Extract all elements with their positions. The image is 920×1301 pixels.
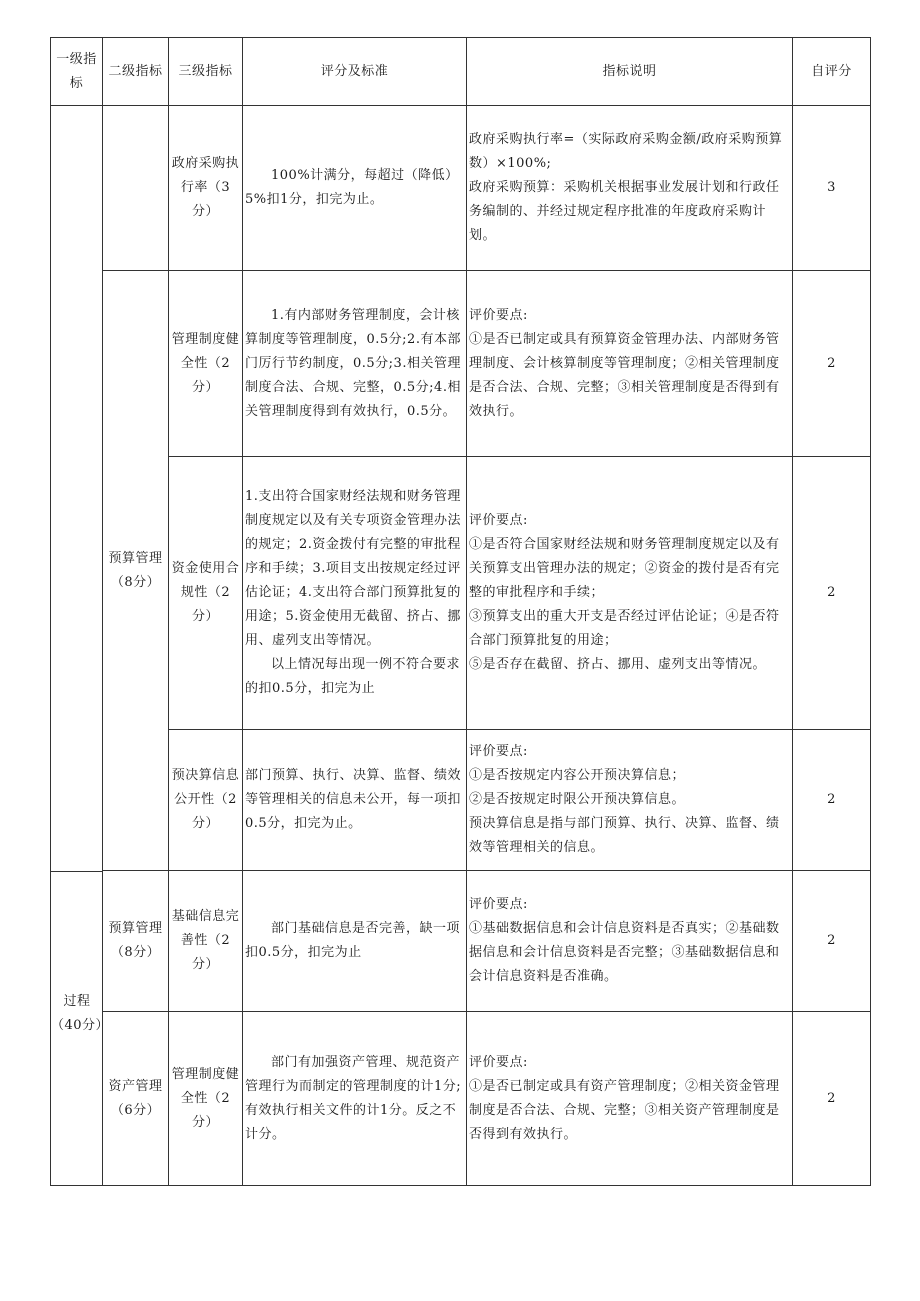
table-row (51, 457, 871, 730)
header-standard: 评分及标准 (243, 38, 467, 106)
standard-cell (243, 106, 467, 271)
score-cell: 2 (793, 1012, 871, 1186)
explanation-line: ①是否已制定或具有预算资金管理办法、内部财务管理制度、会计核算制度等管理制度；②相关管理制度是否合法、合规、完整；③相关管理制度是否得到有效执行。 (469, 331, 780, 419)
standard-text: 1.有内部财务管理制度，会计核算制度等管理制度，0.5分;2.有本部门厉行节约制度，0.5分;3.相关管理制度合法、合规、完整，0.5分;4.相关管理制度得到有效执行，0.5分。 (245, 307, 461, 419)
table-row (51, 106, 871, 271)
explanation-line: ⑤是否存在截留、挤占、挪用、虚列支出等情况。 (469, 657, 767, 672)
explanation-line: 评价要点: (469, 513, 528, 528)
table-row (51, 1012, 871, 1186)
explanation-line: 评价要点: (469, 1054, 528, 1070)
indicator-cell: 管理制度健全性（2分） (169, 1012, 243, 1186)
explanation-cell (467, 457, 793, 730)
explanation-line: ①是否符合国家财经法规和财务管理制度规定以及有关预算支出管理办法的规定；②资金的拨付是否有完整的审批程序和手续； (469, 537, 780, 600)
explanation-line: ①基础数据信息和会计信息资料是否真实；②基础数据信息和会计信息资料是否完整；③基础数据信息和会计信息资料是否准确。 (469, 921, 780, 984)
score-cell: 2 (793, 457, 871, 730)
explanation-cell (467, 106, 793, 271)
level1-process-label: 过程（40分） (51, 994, 110, 1033)
explanation-line: 预决算信息是指与部门预算、执行、决算、监督、绩效等管理相关的信息。 (469, 816, 780, 855)
evaluation-table (50, 37, 871, 1186)
table-row (51, 871, 871, 1012)
explanation-line: ①是否按规定内容公开预决算信息； (469, 768, 686, 783)
explanation-line: 评价要点: (469, 307, 528, 323)
header-level1: 一级指标 (51, 38, 103, 106)
indicator-cell: 政府采购执行率（3分） (169, 106, 243, 271)
score-cell: 2 (793, 271, 871, 457)
score-cell: 3 (793, 106, 871, 271)
explanation-line: 评价要点: (469, 744, 528, 759)
standard-cell (243, 457, 467, 730)
header-level3: 三级指标 (169, 38, 243, 106)
standard-text: 以上情况每出现一例不符合要求的扣0.5分，扣完为止 (245, 657, 461, 696)
indicator-cell: 管理制度健全性（2分） (169, 271, 243, 457)
explanation-cell (467, 271, 793, 457)
level2-cell-asset: 资产管理（6分） (103, 1012, 169, 1186)
header-row (51, 38, 871, 106)
standard-text: 1.支出符合国家财经法规和财务管理制度规定以及有关专项资金管理办法的规定；2.资金拨付有完整的审批程序和手续；3.项目支出按规定经过评估论证；4.支出符合部门预算批复的用途；5.资金使用无截留、挤占、挪用、虚列支出等情况。 (245, 489, 462, 648)
table-row (51, 271, 871, 457)
table-row (51, 730, 871, 871)
explanation-line: 政府采购预算：采购机关根据事业发展计划和行政任务编制的、并经过规定程序批准的年度政府采购计划。 (469, 180, 780, 243)
standard-cell (243, 871, 467, 1012)
header-self-score: 自评分 (793, 38, 871, 106)
standard-cell (243, 1012, 467, 1186)
explanation-line: ①是否已制定或具有资产管理制度；②相关资金管理制度是否合法、合规、完整；③相关资产管理制度是否得到有效执行。 (469, 1078, 780, 1142)
score-cell: 2 (793, 871, 871, 1012)
explanation-line: ③预算支出的重大开支是否经过评估论证；④是否符合部门预算批复的用途； (469, 609, 780, 648)
header-explanation: 指标说明 (467, 38, 793, 106)
standard-cell (243, 271, 467, 457)
column1-divider (50, 871, 103, 872)
standard-text: 100%计满分，每超过（降低）5%扣1分，扣完为止。 (245, 168, 459, 207)
explanation-line: 政府采购执行率=（实际政府采购金额/政府采购预算数）×100%; (469, 132, 783, 171)
indicator-cell: 基础信息完善性（2分） (169, 871, 243, 1012)
standard-text: 部门预算、执行、决算、监督、绩效等管理相关的信息未公开，每一项扣0.5分，扣完为止。 (245, 768, 462, 831)
indicator-cell: 预决算信息公开性（2分） (169, 730, 243, 871)
standard-cell (243, 730, 467, 871)
explanation-line: ②是否按规定时限公开预决算信息。 (469, 792, 686, 807)
standard-text: 部门有加强资产管理、规范资产管理行为而制定的管理制度的计1分;有效执行相关文件的计1分。反之不计分。 (245, 1054, 462, 1142)
explanation-cell (467, 1012, 793, 1186)
score-cell: 2 (793, 730, 871, 871)
explanation-cell (467, 871, 793, 1012)
level2-cell-blank (103, 106, 169, 271)
level2-cell-budget: 预算管理（8分） (103, 271, 169, 871)
header-level2: 二级指标 (103, 38, 169, 106)
standard-text: 部门基础信息是否完善，缺一项扣0.5分，扣完为止 (245, 921, 461, 960)
level2-cell-budget-b: 预算管理（8分） (103, 871, 169, 1012)
indicator-cell: 资金使用合规性（2分） (169, 457, 243, 730)
explanation-line: 评价要点: (469, 897, 528, 912)
explanation-cell (467, 730, 793, 871)
